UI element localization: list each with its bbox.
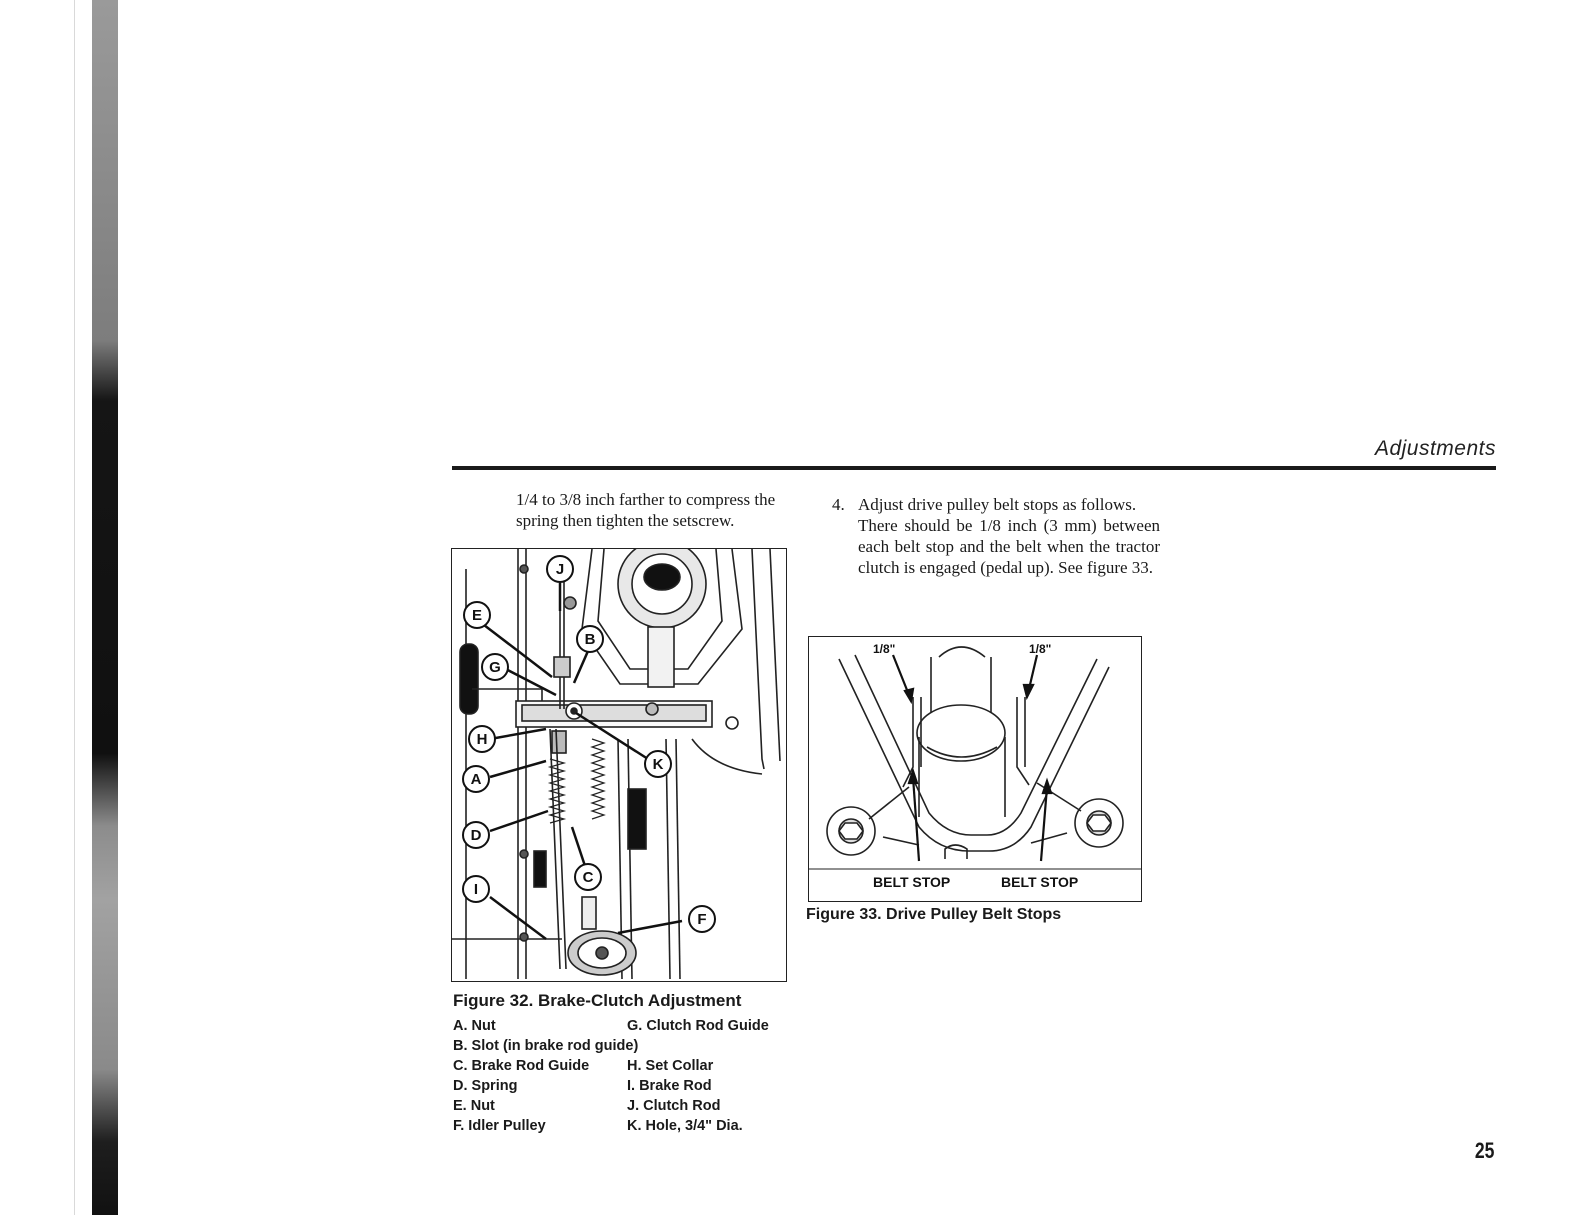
legend-item: C. Brake Rod Guide xyxy=(453,1058,590,1074)
callout-j: J xyxy=(555,561,565,578)
legend-item: G. Clutch Rod Guide xyxy=(627,1018,769,1034)
brake-clutch-drawing xyxy=(452,549,786,981)
figure-32-caption: Figure 32. Brake-Clutch Adjustment xyxy=(453,991,742,1010)
header-rule xyxy=(452,466,1496,470)
legend-row xyxy=(453,1036,813,1056)
binding-strip xyxy=(92,0,118,1215)
legend-item: E. Nut xyxy=(453,1098,495,1114)
belt-stop-left-label: BELT STOP xyxy=(873,874,951,890)
page-number: 25 xyxy=(1474,1138,1494,1163)
legend-row xyxy=(453,1116,813,1136)
legend-row xyxy=(453,1096,813,1116)
belt-stops-drawing xyxy=(809,637,1141,901)
callout-e: E xyxy=(471,607,483,624)
callout-g: G xyxy=(489,659,501,676)
legend-row xyxy=(453,1076,813,1096)
legend-item: A. Nut xyxy=(453,1018,496,1034)
legend-item: F. Idler Pulley xyxy=(453,1118,546,1134)
callout-d: D xyxy=(470,827,482,844)
step-text: Adjust drive pulley belt stops as follows. xyxy=(858,495,1137,514)
callout-b: B xyxy=(584,631,596,648)
legend-item: J. Clutch Rod xyxy=(627,1098,721,1114)
callout-h: H xyxy=(476,731,488,748)
belt-stop-right-label: BELT STOP xyxy=(1001,874,1079,890)
figure-33-caption: Figure 33. Drive Pulley Belt Stops xyxy=(806,906,1062,923)
legend-item: H. Set Collar xyxy=(627,1058,714,1074)
figure-32-illustration xyxy=(451,548,787,982)
callout-i: I xyxy=(473,881,479,898)
dim-right-label: 1/8" xyxy=(1029,642,1052,656)
figure-33-illustration xyxy=(808,636,1142,902)
dim-left-label: 1/8" xyxy=(873,642,896,656)
step-detail: There should be 1/8 inch (3 mm) between each belt stop and the belt when the tractor clutch is engaged (pedal up). See figure 33. xyxy=(858,516,1160,577)
page-edge-line xyxy=(74,0,75,1215)
callout-a: A xyxy=(470,771,482,788)
legend-item: K. Hole, 3/4" Dia. xyxy=(627,1118,743,1134)
callout-f: F xyxy=(697,911,707,928)
legend-item: I. Brake Rod xyxy=(627,1078,712,1094)
legend-item: B. Slot (in brake rod guide) xyxy=(453,1038,639,1054)
legend-row xyxy=(453,1056,813,1076)
callout-c: C xyxy=(582,869,594,886)
legend-row xyxy=(453,1016,813,1036)
legend-item: D. Spring xyxy=(453,1078,518,1094)
callout-k: K xyxy=(652,756,664,773)
step-number: 4. xyxy=(832,495,845,514)
section-title: Adjustments xyxy=(1374,437,1496,460)
continued-paragraph: 1/4 to 3/8 inch farther to compress the spring then tighten the setscrew. xyxy=(516,490,776,530)
figure-32-legend xyxy=(453,1016,813,1136)
